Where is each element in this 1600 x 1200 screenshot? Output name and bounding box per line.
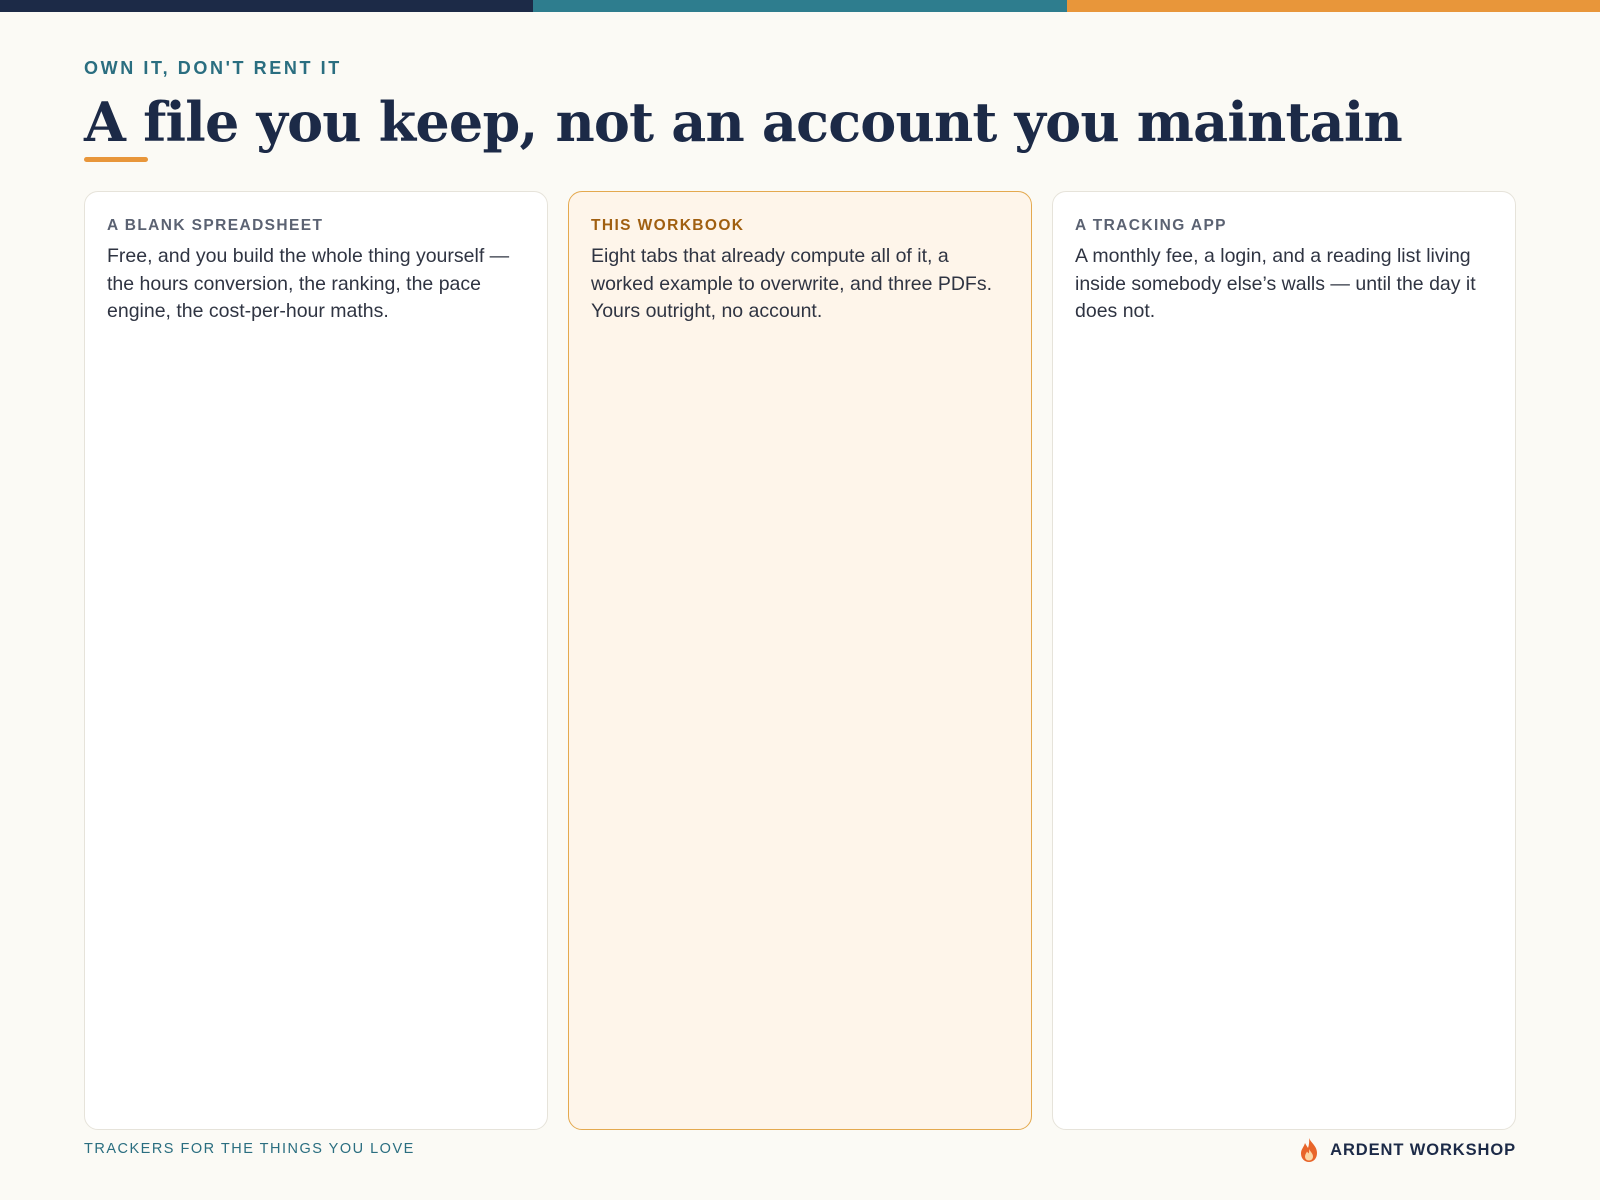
comparison-cards: [84, 191, 1516, 1130]
brand-name: ARDENT WORKSHOP: [1330, 1140, 1516, 1159]
brand-logo: [1298, 1137, 1516, 1163]
card-this-workbook: [568, 191, 1032, 1130]
title-underline: [84, 157, 148, 162]
top-color-bar: [0, 0, 1600, 12]
card-label: A BLANK SPREADSHEET: [107, 217, 324, 234]
card-body: A monthly fee, a login, and a reading list living inside somebody else’s walls — until the day it does not.: [1075, 245, 1476, 322]
card-tracking-app: [1052, 191, 1516, 1130]
card-body: Free, and you build the whole thing yourself — the hours conversion, the ranking, the pace engine, the cost-per-hour maths.: [107, 245, 510, 322]
flame-icon: [1298, 1137, 1320, 1163]
footer-tagline: TRACKERS FOR THE THINGS YOU LOVE: [84, 1141, 415, 1157]
card-label: THIS WORKBOOK: [591, 217, 745, 234]
page-title: A file you keep, not an account you maintain: [84, 90, 1403, 154]
top-bar-orange: [1067, 0, 1600, 12]
card-blank-spreadsheet: [84, 191, 548, 1130]
top-bar-navy: [0, 0, 533, 12]
card-body: Eight tabs that already compute all of it, a worked example to overwrite, and three PDFs. Yours outright, no account.: [591, 245, 993, 322]
top-bar-teal: [533, 0, 1066, 12]
eyebrow: OWN IT, DON'T RENT IT: [84, 58, 342, 78]
card-label: A TRACKING APP: [1075, 217, 1227, 234]
